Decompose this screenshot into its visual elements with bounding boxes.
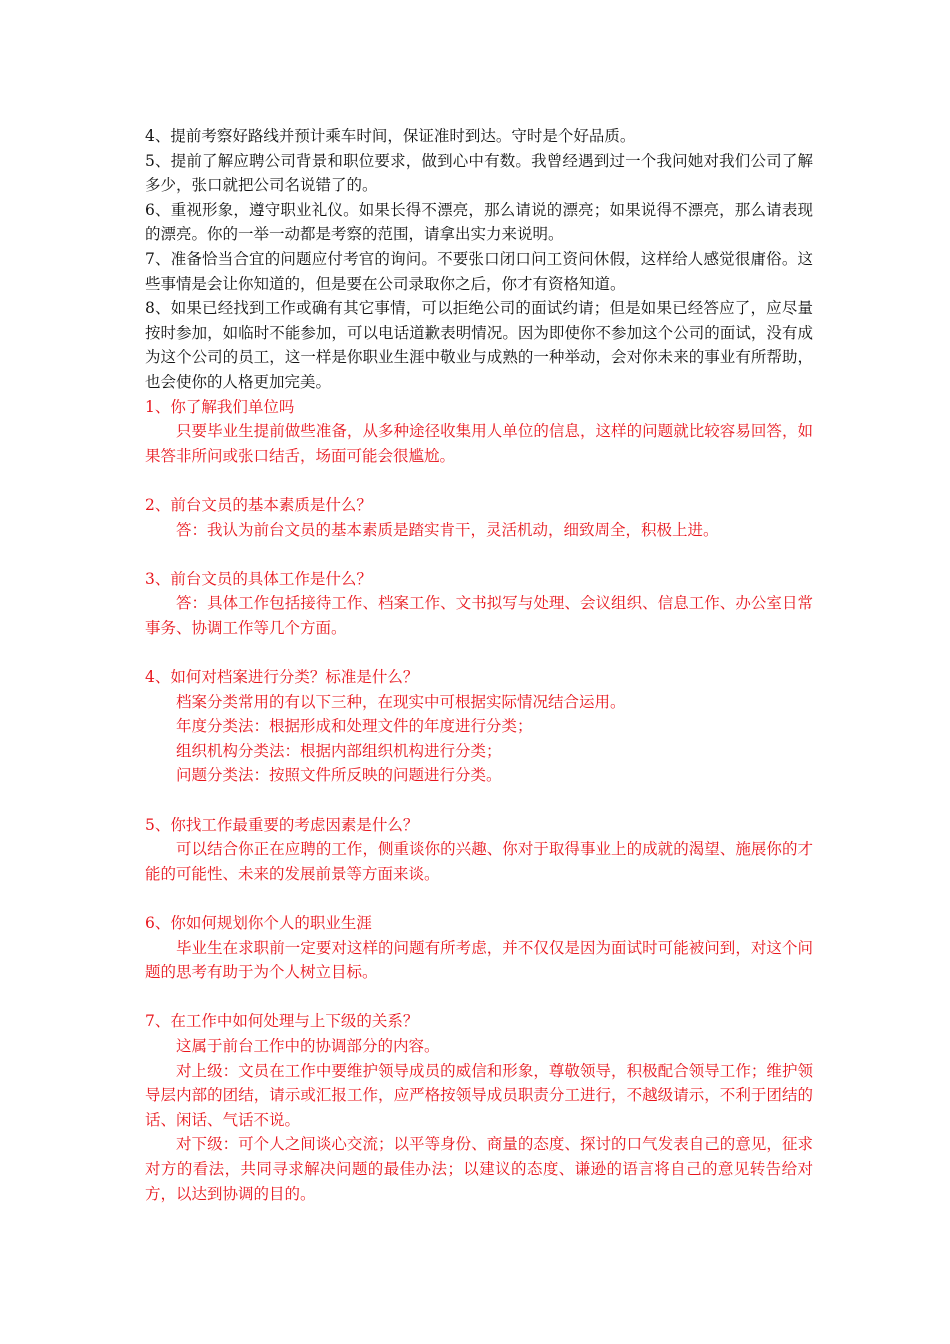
question-heading-1: 1、你了解我们单位吗: [145, 397, 295, 416]
tip-paragraph-7: 7、准备恰当合宜的问题应付考官的询问。不要张口闭口问工资问休假，这样给人感觉很庸俗。这些事情是会让你知道的，但是要在公司录取你之后，你才有资格知道。: [145, 249, 813, 293]
blank-line: [145, 788, 813, 813]
blank-line: [145, 886, 813, 911]
tip-paragraph-5: 5、提前了解应聘公司背景和职位要求，做到心中有数。我曾经遇到过一个我问她对我们公司了解多少，张口就把公司名说错了的。: [145, 151, 813, 195]
answer-paragraph: 对下级：可个人之间谈心交流；以平等身份、商量的态度、探讨的口气发表自己的意见，征求对方的看法，共同寻求解决问题的最佳办法；以建议的态度、谦逊的语言将自己的意见转告给对方，以达到协调的目的。: [145, 1135, 813, 1203]
blank-line: [145, 542, 813, 567]
question-heading-5: 5、你找工作最重要的考虑因素是什么？: [145, 815, 419, 834]
document-page: [145, 124, 813, 1206]
answer-paragraph: 这属于前台工作中的协调部分的内容。: [176, 1036, 440, 1055]
blank-line: [145, 985, 813, 1010]
question-heading-7: 7、在工作中如何处理与上下级的关系？: [145, 1012, 419, 1031]
answer-paragraph: 组织机构分类法：根据内部组织机构进行分类；: [176, 741, 502, 760]
answer-paragraph: 年度分类法：根据形成和处理文件的年度进行分类；: [176, 717, 533, 736]
answer-paragraph: 只要毕业生提前做些准备，从多种途径收集用人单位的信息，这样的问题就比较容易回答，如果答非所问或张口结舌，场面可能会很尴尬。: [145, 422, 813, 465]
answer-paragraph: 答：具体工作包括接待工作、档案工作、文书拟写与处理、会议组织、信息工作、办公室日常事务、协调工作等几个方面。: [145, 594, 813, 637]
question-heading-2: 2、前台文员的基本素质是什么？: [145, 495, 372, 514]
tip-paragraph-8: 8、如果已经找到工作或确有其它事情，可以拒绝公司的面试约请；但是如果已经答应了，应尽量按时参加，如临时不能参加，可以电话道歉表明情况。因为即使你不参加这个公司的面试，没有成为这个公司的员工，这一样是你职业生涯中敬业与成熟的一种举动，会对你未来的事业有所帮助，也会使你的人格更加完美。: [145, 299, 813, 391]
blank-line: [145, 640, 813, 665]
answer-paragraph: 毕业生在求职前一定要对这样的问题有所考虑，并不仅仅是因为面试时可能被问到，对这个问题的思考有助于为个人树立目标。: [145, 938, 813, 982]
question-heading-3: 3、前台文员的具体工作是什么？: [145, 569, 372, 588]
tip-paragraph-6: 6、重视形象，遵守职业礼仪。如果长得不漂亮，那么请说的漂亮；如果说得不漂亮，那么请表现的漂亮。你的一举一动都是考察的范围，请拿出实力来说明。: [145, 200, 813, 244]
question-heading-6: 6、你如何规划你个人的职业生涯: [145, 914, 372, 932]
tip-paragraph-4: 4、提前考察好路线并预计乘车时间，保证准时到达。守时是个好品质。: [145, 127, 636, 145]
answer-paragraph: 问题分类法：按照文件所反映的问题进行分类。: [176, 766, 502, 785]
answer-paragraph: 可以结合你正在应聘的工作，侧重谈你的兴趣、你对于取得事业上的成就的渴望、施展你的才能的可能性、未来的发展前景等方面来谈。: [145, 840, 813, 883]
blank-line: [145, 468, 813, 493]
answer-paragraph: 对上级：文员在工作中要维护领导成员的威信和形象，尊敬领导，积极配合领导工作；维护领导层内部的团结，请示或汇报工作，应严格按领导成员职责分工进行，不越级请示，不利于团结的话、闲话、气话不说。: [145, 1061, 813, 1129]
answer-paragraph: 答：我认为前台文员的基本素质是踏实肯干，灵活机动，细致周全，积极上进。: [176, 520, 719, 539]
answer-paragraph: 档案分类常用的有以下三种，在现实中可根据实际情况结合运用。: [176, 692, 626, 711]
question-heading-4: 4、如何对档案进行分类？标准是什么？: [145, 668, 419, 687]
